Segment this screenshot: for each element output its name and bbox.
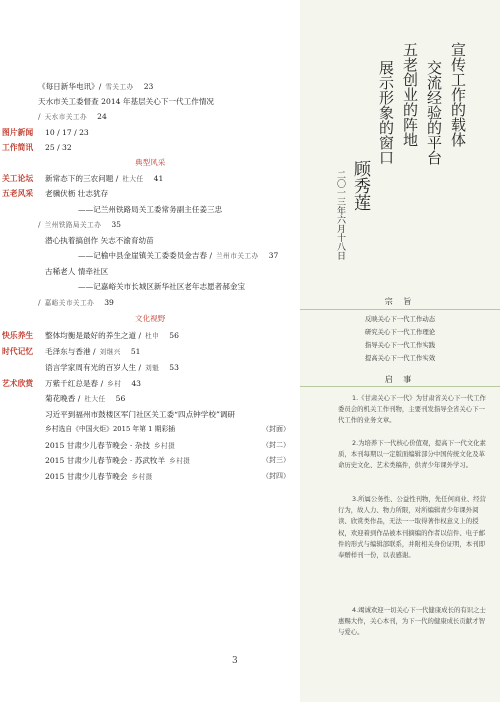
entry-subtitle: ——记兰州铁路局关工委常务副主任姜三忠 (78, 205, 223, 214)
entry-author: 杜大任 (84, 395, 106, 403)
cover-position: （封三） (262, 456, 290, 464)
work-brief-pages[interactable]: 25 / 32 (45, 143, 72, 152)
toc-entry[interactable] (45, 471, 153, 483)
toc-entry-cont (38, 111, 107, 123)
entry-author: 乡村摄 (153, 442, 176, 450)
entry-page: 35 (111, 220, 121, 229)
entry-author: 刘魁 (145, 364, 160, 372)
entry-author: 杜申 (145, 332, 160, 340)
category-label: 工作简讯 (2, 143, 34, 152)
page-number: 3 (232, 656, 238, 666)
entry-page: 51 (130, 347, 141, 356)
entry-title: 老骥伏枥 壮志犹存 (45, 189, 109, 198)
entry-credit-text: 乡村选自《中国火炬》2015 年第 1 期彩插 (45, 425, 176, 433)
entry-title: 古稀老人 情牵社区 (45, 267, 109, 276)
entry-author: 兰州铁路局关工办 (44, 221, 102, 229)
toc-entry[interactable] (45, 393, 125, 405)
toc-entry[interactable] (45, 235, 154, 246)
entry-page: 53 (169, 363, 179, 372)
toc-entry-cont (38, 219, 121, 231)
entry-author: 乡村摄 (169, 457, 191, 465)
toc-entry[interactable] (45, 330, 179, 342)
aim-heading: 宗 旨 (384, 297, 416, 306)
entry-page: 24 (97, 112, 107, 121)
entry-title: 2015 甘肃少儿春节晚会 · 杂技 (45, 441, 150, 450)
category-label: 图片新闻 (2, 128, 34, 137)
notice-paragraph: 1.《甘肃关心下一代》为甘肃省关心下一代工作委员会的机关工作刊物，主要刊发指导全省关心下一代工作的业务文章。 (338, 394, 486, 425)
callig-line: 五老创业的阵地 (401, 42, 419, 147)
entry-page: 41 (153, 174, 164, 183)
entry-author: 嘉峪关市关工办 (44, 299, 95, 307)
category-label: 艺术欣赏 (2, 379, 34, 388)
entry-title: 潜心执着搞创作 矢志不渝育幼苗 (45, 236, 154, 245)
entry-slash: / (38, 220, 41, 229)
cover-position: （封二） (262, 441, 290, 449)
entry-title: 习近平到福州市鼓楼区军门社区关工委“四点钟学校”调研 (45, 410, 236, 419)
entry-page: 23 (143, 82, 154, 91)
category-label: 五老风采 (2, 189, 34, 198)
toc-entry[interactable] (45, 440, 175, 452)
entry-author: 杜大任 (122, 175, 144, 183)
cover-position: （封四） (262, 472, 290, 480)
toc-entry[interactable] (45, 455, 190, 467)
entry-subtitle-text: ——记榆中县金崖镇关工委委员金吉春 / (78, 251, 213, 260)
entry-author: 乡村 (107, 380, 122, 388)
entry-page: 56 (169, 331, 179, 340)
aim-item: 研究关心下一代工作理论 (364, 328, 436, 336)
entry-title: 2015 甘肃少儿春节晚会 · 苏武牧羊 (45, 456, 166, 465)
entry-author: 兰州市关工办 (216, 252, 259, 260)
entry-title: 万紫千红总是春 / (45, 379, 104, 388)
entry-title: 《每日新华电讯》/ (38, 82, 102, 91)
entry-subtitle (78, 250, 278, 262)
aim-item: 反映关心下一代工作动态 (364, 315, 436, 323)
toc-entry[interactable] (45, 173, 163, 185)
section-heading: 典型风采 (135, 158, 166, 167)
toc-entry[interactable] (45, 378, 141, 390)
toc-entry[interactable] (45, 346, 141, 358)
divider (300, 386, 500, 387)
notice-paragraph: 3.所属公务性、公益性刊物，先任何商业、经营行为，故人力、物力所限，对所编辑青少年课外阅读、欣赏类作品，无法一一取得著作权意义上的授权，欢迎着到作品被本刊摘编的作者以信件、电子邮件的形式与编辑部联系，并附相关身份证明，本刊即奉赠样刊一份，以表感谢。 (338, 495, 486, 560)
photo-news-pages[interactable]: 10 / 17 / 23 (45, 128, 89, 137)
category-label: 时代记忆 (2, 347, 34, 356)
calligraphy-inscription (310, 20, 490, 270)
toc-entry[interactable] (45, 266, 108, 277)
toc-entry[interactable] (38, 81, 153, 93)
toc-entry[interactable] (45, 188, 108, 199)
entry-page: 43 (131, 379, 141, 388)
divider (300, 309, 500, 310)
entry-subtitle: ——记嘉峪关市长城区新华社区老年志愿者郝金宝 (78, 282, 246, 291)
entry-author: 雪关工办 (105, 83, 134, 91)
entry-title: 2015 甘肃少儿春节晚会 (45, 472, 128, 481)
category-label: 快乐养生 (2, 331, 34, 340)
entry-author: 天水市关工办 (44, 113, 88, 121)
entry-slash: / (38, 298, 41, 307)
toc-entry[interactable] (45, 362, 179, 374)
entry-author: 刘继兴 (99, 348, 121, 356)
category-label: 关工论坛 (2, 174, 34, 183)
entry-page: 39 (104, 298, 114, 307)
entry-title: 语言学家周有光的百岁人生 / (45, 363, 142, 372)
entry-title: 整体均衡是最好的养生之道 / (45, 331, 142, 340)
notice-paragraph: 4.竭诚欢迎一切关心下一代健康成长的有识之士惠赐大作，关心本刊，为下一代的健康成长贡献才智与爱心。 (338, 606, 486, 637)
entry-credit (45, 424, 175, 435)
entry-title: 新常态下的三农问题 / (45, 174, 119, 183)
toc-entry[interactable] (45, 409, 235, 420)
entry-title: 菊花晚香 / (45, 394, 81, 403)
notice-paragraph: 2.为培养下一代核心价值观，提高下一代文化素质，本刊每期以一定版面编辑部分中国传统文化及革命历史文化、艺术类稿件，供青少年课外学习。 (338, 439, 486, 470)
entry-page: 56 (115, 394, 126, 403)
entry-author: 乡村摄 (131, 473, 153, 481)
callig-date: 二〇一三年六月十八日 (335, 170, 345, 260)
toc-entry[interactable] (38, 96, 214, 107)
callig-line: 交流经验的平台 (425, 60, 443, 165)
callig-line: 展示形象的窗口 (377, 60, 395, 165)
section-heading: 文化视野 (135, 314, 166, 323)
toc-entry-cont (38, 297, 114, 309)
entry-slash: / (38, 112, 41, 121)
callig-signature: 顾秀莲 (350, 160, 370, 211)
entry-title: 天水市关工委督查 2014 年基层关心下一代工作情况 (38, 97, 215, 106)
callig-line: 宣传工作的载体 (449, 42, 467, 147)
aim-item: 提高关心下一代工作实效 (364, 354, 436, 362)
entry-title: 毛泽东与香港 / (45, 347, 96, 356)
cover-position: （封面） (262, 425, 290, 433)
notice-heading: 启 事 (384, 375, 416, 384)
aim-item: 指导关心下一代工作实践 (364, 341, 436, 349)
entry-page: 37 (268, 251, 279, 260)
